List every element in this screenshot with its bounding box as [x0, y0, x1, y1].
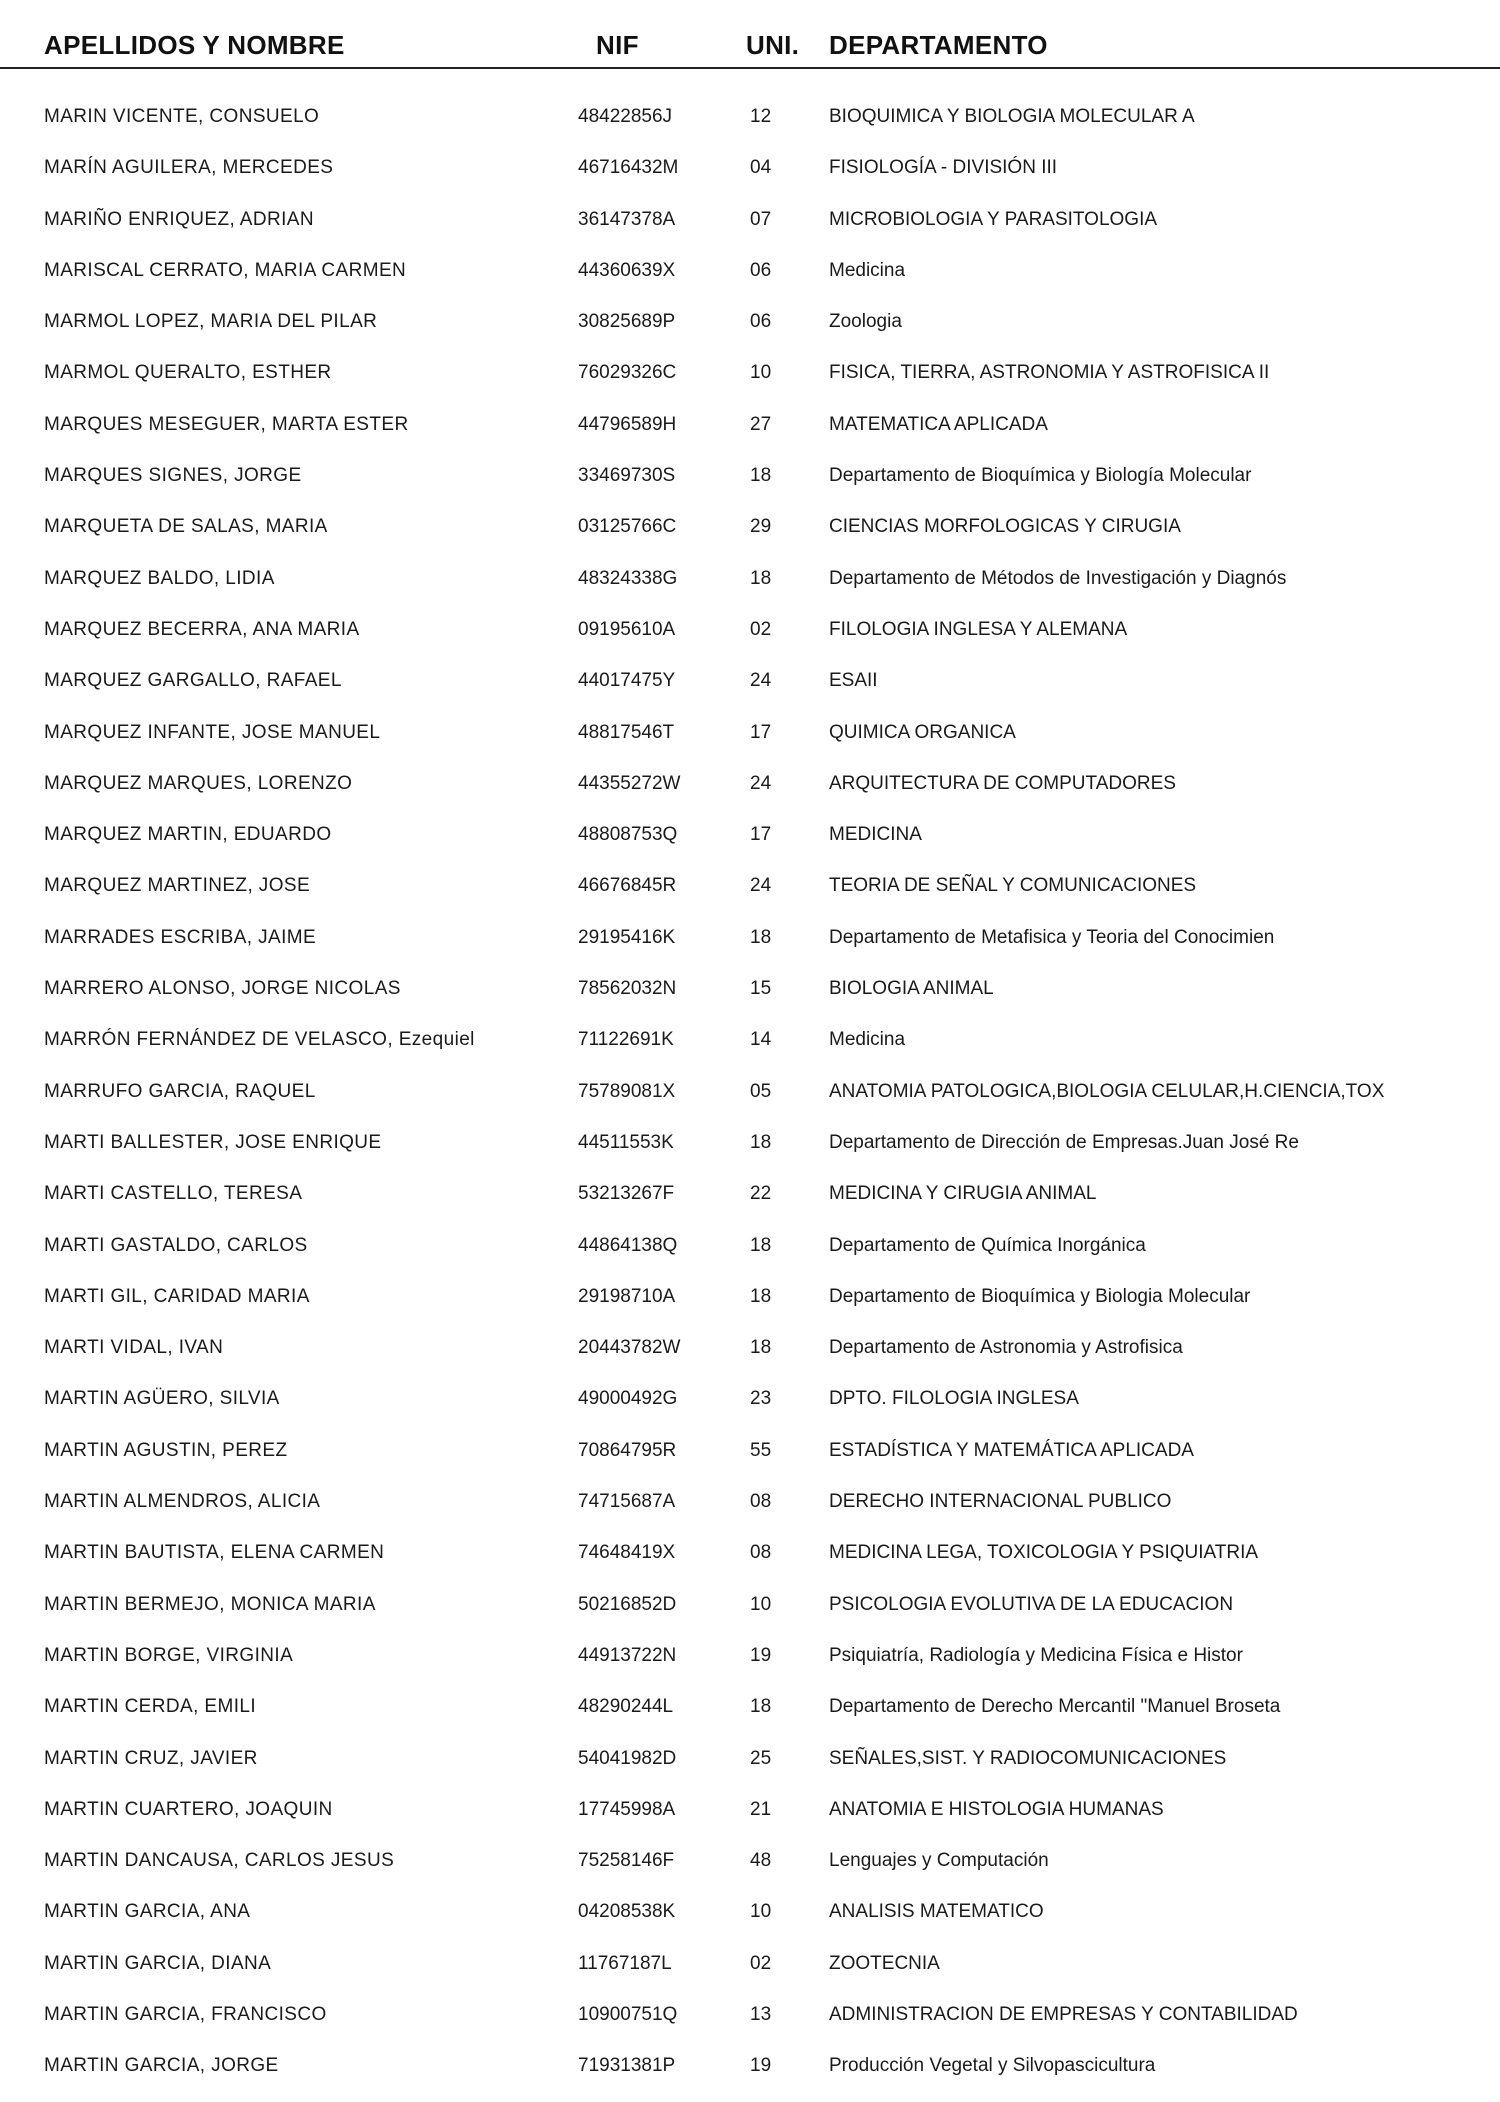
cell-department: MEDICINA LEGA, TOXICOLOGIA Y PSIQUIATRIA	[829, 1542, 1259, 1564]
cell-uni: 02	[750, 618, 772, 640]
table-row	[0, 100, 1500, 151]
cell-uni: 04	[750, 157, 772, 179]
cell-nif: 04208538K	[578, 1901, 676, 1923]
cell-uni: 07	[750, 208, 772, 230]
cell-nif: 46716432M	[578, 157, 679, 179]
table-row	[0, 1485, 1500, 1536]
cell-uni: 18	[750, 567, 772, 589]
header-uni: UNI.	[746, 30, 800, 60]
cell-uni: 27	[750, 413, 772, 435]
cell-nif: 44796589H	[578, 413, 677, 435]
cell-name: MARTIN CERDA, EMILI	[44, 1696, 257, 1718]
table-row	[0, 1382, 1500, 1433]
table-row	[0, 613, 1500, 664]
cell-department: TEORIA DE SEÑAL Y COMUNICACIONES	[829, 875, 1197, 897]
cell-uni: 24	[750, 772, 772, 794]
table-row	[0, 972, 1500, 1023]
table-header	[0, 30, 1500, 66]
cell-name: MARTIN CUARTERO, JOAQUIN	[44, 1798, 333, 1820]
cell-nif: 49000492G	[578, 1388, 678, 1410]
cell-uni: 10	[750, 1901, 772, 1923]
cell-name: MARTIN ALMENDROS, ALICIA	[44, 1491, 321, 1513]
cell-name: MARTIN AGÜERO, SILVIA	[44, 1388, 280, 1410]
cell-department: Departamento de Bioquímica y Biologia Molecular	[829, 1285, 1251, 1307]
table-row	[0, 254, 1500, 305]
cell-nif: 75258146F	[578, 1850, 675, 1872]
table-row	[0, 1793, 1500, 1844]
table-row	[0, 1639, 1500, 1690]
cell-name: MARQUEZ BALDO, LIDIA	[44, 567, 275, 589]
table-row	[0, 818, 1500, 869]
cell-name: MARÍN AGUILERA, MERCEDES	[44, 157, 334, 179]
cell-name: MARQUEZ BECERRA, ANA MARIA	[44, 618, 360, 640]
table-row	[0, 664, 1500, 715]
cell-nif: 71931381P	[578, 2055, 676, 2077]
cell-nif: 53213267F	[578, 1183, 675, 1205]
cell-uni: 18	[750, 926, 772, 948]
cell-department: Departamento de Astronomia y Astrofisica	[829, 1337, 1183, 1359]
cell-department: DERECHO INTERNACIONAL PUBLICO	[829, 1491, 1172, 1513]
table-row	[0, 1998, 1500, 2049]
cell-uni: 22	[750, 1183, 772, 1205]
table-row	[0, 1895, 1500, 1946]
cell-nif: 44355272W	[578, 772, 681, 794]
cell-name: MARQUEZ MARTINEZ, JOSE	[44, 875, 311, 897]
cell-department: Psiquiatría, Radiología y Medicina Física e Histor	[829, 1644, 1243, 1666]
cell-name: MARTIN GARCIA, JORGE	[44, 2055, 279, 2077]
cell-nif: 50216852D	[578, 1593, 677, 1615]
cell-name: MARTIN BAUTISTA, ELENA CARMEN	[44, 1542, 385, 1564]
cell-department: QUIMICA ORGANICA	[829, 721, 1016, 743]
cell-nif: 30825689P	[578, 311, 676, 333]
cell-uni: 24	[750, 875, 772, 897]
cell-nif: 46676845R	[578, 875, 677, 897]
cell-uni: 17	[750, 824, 772, 846]
cell-name: MARTIN GARCIA, ANA	[44, 1901, 251, 1923]
table-row	[0, 1075, 1500, 1126]
cell-uni: 17	[750, 721, 772, 743]
cell-uni: 13	[750, 2003, 772, 2025]
cell-name: MARRADES ESCRIBA, JAIME	[44, 926, 317, 948]
table-row	[0, 1690, 1500, 1741]
cell-nif: 11767187L	[578, 1952, 672, 1974]
cell-nif: 76029326C	[578, 362, 677, 384]
table-row	[0, 716, 1500, 767]
cell-department: ANATOMIA E HISTOLOGIA HUMANAS	[829, 1798, 1164, 1820]
cell-nif: 09195610A	[578, 618, 676, 640]
cell-department: CIENCIAS MORFOLOGICAS Y CIRUGIA	[829, 516, 1181, 538]
cell-department: MATEMATICA APLICADA	[829, 413, 1048, 435]
cell-name: MARQUES SIGNES, JORGE	[44, 465, 302, 487]
table-row	[0, 1280, 1500, 1331]
cell-uni: 10	[750, 362, 772, 384]
cell-nif: 48422856J	[578, 106, 673, 127]
cell-nif: 17745998A	[578, 1798, 676, 1820]
table-row	[0, 203, 1500, 254]
cell-uni: 08	[750, 1542, 772, 1564]
cell-department: BIOLOGIA ANIMAL	[829, 978, 994, 1000]
table-row	[0, 510, 1500, 561]
cell-nif: 48808753Q	[578, 824, 678, 846]
cell-department: Departamento de Dirección de Empresas.Juan José Re	[829, 1131, 1299, 1153]
cell-uni: 12	[750, 106, 772, 127]
cell-nif: 48290244L	[578, 1696, 674, 1718]
cell-nif: 48817546T	[578, 721, 675, 743]
cell-nif: 29195416K	[578, 926, 676, 948]
cell-uni: 02	[750, 1952, 772, 1974]
table-row	[0, 1126, 1500, 1177]
cell-name: MARTI GASTALDO, CARLOS	[44, 1234, 308, 1256]
cell-name: MARMOL QUERALTO, ESTHER	[44, 362, 332, 384]
cell-nif: 71122691K	[578, 1029, 674, 1051]
table-row	[0, 869, 1500, 920]
cell-department: Departamento de Metafisica y Teoria del Conocimien	[829, 926, 1275, 948]
cell-nif: 78562032N	[578, 978, 677, 1000]
cell-nif: 48324338G	[578, 567, 678, 589]
table-row	[0, 1177, 1500, 1228]
cell-name: MARTIN GARCIA, FRANCISCO	[44, 2003, 327, 2025]
cell-uni: 10	[750, 1593, 772, 1615]
table-row	[0, 408, 1500, 459]
cell-name: MARMOL LOPEZ, MARIA DEL PILAR	[44, 311, 378, 333]
cell-name: MARTI BALLESTER, JOSE ENRIQUE	[44, 1131, 382, 1153]
cell-uni: 18	[750, 1131, 772, 1153]
header-name: APELLIDOS Y NOMBRE	[44, 30, 345, 60]
cell-nif: 44913722N	[578, 1644, 677, 1666]
cell-department: Departamento de Métodos de Investigación y Diagnós	[829, 567, 1287, 589]
cell-name: MARISCAL CERRATO, MARIA CARMEN	[44, 259, 407, 281]
cell-department: BIOQUIMICA Y BIOLOGIA MOLECULAR A	[829, 106, 1195, 127]
cell-department: Medicina	[829, 259, 906, 281]
cell-uni: 23	[750, 1388, 772, 1410]
cell-department: SEÑALES,SIST. Y RADIOCOMUNICACIONES	[829, 1747, 1227, 1769]
table-row	[0, 1023, 1500, 1074]
cell-nif: 33469730S	[578, 465, 676, 487]
cell-nif: 74648419X	[578, 1542, 676, 1564]
cell-department: MICROBIOLOGIA Y PARASITOLOGIA	[829, 208, 1158, 230]
table-row	[0, 459, 1500, 510]
cell-name: MARTI GIL, CARIDAD MARIA	[44, 1285, 310, 1307]
cell-uni: 18	[750, 1337, 772, 1359]
table-row	[0, 1742, 1500, 1793]
cell-nif: 70864795R	[578, 1439, 677, 1461]
cell-uni: 48	[750, 1850, 772, 1872]
cell-department: Zoologia	[829, 311, 902, 333]
table-row	[0, 1229, 1500, 1280]
header-department: DEPARTAMENTO	[829, 30, 1048, 60]
table-row	[0, 1947, 1500, 1998]
cell-name: MARQUEZ MARTIN, EDUARDO	[44, 824, 332, 846]
cell-nif: 75789081X	[578, 1080, 676, 1102]
cell-name: MARIÑO ENRIQUEZ, ADRIAN	[44, 208, 314, 230]
cell-nif: 20443782W	[578, 1337, 681, 1359]
cell-department: PSICOLOGIA EVOLUTIVA DE LA EDUCACION	[829, 1593, 1234, 1615]
cell-nif: 36147378A	[578, 208, 676, 230]
cell-name: MARTI CASTELLO, TERESA	[44, 1183, 303, 1205]
cell-name: MARQUEZ GARGALLO, RAFAEL	[44, 670, 342, 692]
cell-uni: 06	[750, 311, 772, 333]
cell-nif: 44864138Q	[578, 1234, 678, 1256]
cell-nif: 44511553K	[578, 1131, 674, 1153]
table-body	[0, 100, 1500, 2101]
table-row	[0, 1331, 1500, 1382]
cell-department: ZOOTECNIA	[829, 1952, 940, 1974]
cell-nif: 44017475Y	[578, 670, 676, 692]
cell-name: MARQUETA DE SALAS, MARIA	[44, 516, 328, 538]
table-row	[0, 151, 1500, 202]
cell-uni: 24	[750, 670, 772, 692]
cell-uni: 19	[750, 2055, 772, 2077]
cell-department: FISIOLOGÍA - DIVISIÓN III	[829, 157, 1058, 179]
cell-department: Medicina	[829, 1029, 906, 1051]
table-row	[0, 2049, 1500, 2100]
table-row	[0, 1434, 1500, 1485]
table-row	[0, 1536, 1500, 1587]
header-nif: NIF	[596, 30, 639, 60]
cell-department: ANALISIS MATEMATICO	[829, 1901, 1044, 1923]
cell-nif: 44360639X	[578, 259, 676, 281]
table-row	[0, 562, 1500, 613]
cell-department: ADMINISTRACION DE EMPRESAS Y CONTABILIDAD	[829, 2003, 1298, 2025]
cell-uni: 21	[750, 1798, 772, 1820]
cell-name: MARQUES MESEGUER, MARTA ESTER	[44, 413, 409, 435]
cell-department: MEDICINA Y CIRUGIA ANIMAL	[829, 1183, 1097, 1205]
cell-name: MARQUEZ MARQUES, LORENZO	[44, 772, 353, 794]
cell-department: FILOLOGIA INGLESA Y ALEMANA	[829, 618, 1128, 640]
cell-name: MARTIN BERMEJO, MONICA MARIA	[44, 1593, 376, 1615]
table-row	[0, 356, 1500, 407]
cell-uni: 18	[750, 1696, 772, 1718]
cell-name: MARTIN CRUZ, JAVIER	[44, 1747, 258, 1769]
cell-uni: 06	[750, 259, 772, 281]
cell-nif: 54041982D	[578, 1747, 677, 1769]
cell-uni: 29	[750, 516, 772, 538]
cell-department: Lenguajes y Computación	[829, 1850, 1049, 1872]
header-divider	[0, 67, 1500, 69]
cell-department: Producción Vegetal y Silvopascicultura	[829, 2055, 1156, 2077]
cell-name: MARRÓN FERNÁNDEZ DE VELASCO, Ezequiel	[44, 1029, 475, 1051]
table-row	[0, 921, 1500, 972]
cell-uni: 05	[750, 1080, 772, 1102]
cell-name: MARRUFO GARCIA, RAQUEL	[44, 1080, 316, 1102]
cell-uni: 14	[750, 1029, 772, 1051]
table-row	[0, 1588, 1500, 1639]
cell-uni: 15	[750, 978, 772, 1000]
table-row	[0, 1844, 1500, 1895]
cell-nif: 74715687A	[578, 1491, 676, 1513]
cell-name: MARTIN GARCIA, DIANA	[44, 1952, 272, 1974]
cell-name: MARTIN DANCAUSA, CARLOS JESUS	[44, 1850, 395, 1872]
cell-department: Departamento de Bioquímica y Biología Molecular	[829, 465, 1252, 487]
cell-name: MARIN VICENTE, CONSUELO	[44, 106, 320, 127]
cell-uni: 18	[750, 465, 772, 487]
cell-name: MARTI VIDAL, IVAN	[44, 1337, 224, 1359]
cell-uni: 55	[750, 1439, 772, 1461]
cell-uni: 25	[750, 1747, 772, 1769]
cell-department: ESAII	[829, 670, 878, 692]
cell-uni: 18	[750, 1234, 772, 1256]
cell-nif: 03125766C	[578, 516, 677, 538]
cell-department: ESTADÍSTICA Y MATEMÁTICA APLICADA	[829, 1439, 1194, 1461]
cell-name: MARQUEZ INFANTE, JOSE MANUEL	[44, 721, 381, 743]
cell-department: FISICA, TIERRA, ASTRONOMIA Y ASTROFISICA II	[829, 362, 1270, 384]
cell-department: Departamento de Derecho Mercantil "Manuel Broseta	[829, 1696, 1281, 1718]
cell-department: MEDICINA	[829, 824, 922, 846]
cell-name: MARTIN BORGE, VIRGINIA	[44, 1644, 294, 1666]
cell-department: ANATOMIA PATOLOGICA,BIOLOGIA CELULAR,H.CIENCIA,TOX	[829, 1080, 1385, 1102]
table-row	[0, 767, 1500, 818]
cell-uni: 08	[750, 1491, 772, 1513]
cell-uni: 19	[750, 1644, 772, 1666]
cell-department: Departamento de Química Inorgánica	[829, 1234, 1146, 1256]
cell-uni: 18	[750, 1285, 772, 1307]
table-row	[0, 305, 1500, 356]
cell-department: ARQUITECTURA DE COMPUTADORES	[829, 772, 1176, 794]
cell-name: MARRERO ALONSO, JORGE NICOLAS	[44, 978, 401, 1000]
cell-nif: 10900751Q	[578, 2003, 678, 2025]
cell-department: DPTO. FILOLOGIA INGLESA	[829, 1388, 1079, 1410]
cell-nif: 29198710A	[578, 1285, 676, 1307]
cell-name: MARTIN AGUSTIN, PEREZ	[44, 1439, 288, 1461]
